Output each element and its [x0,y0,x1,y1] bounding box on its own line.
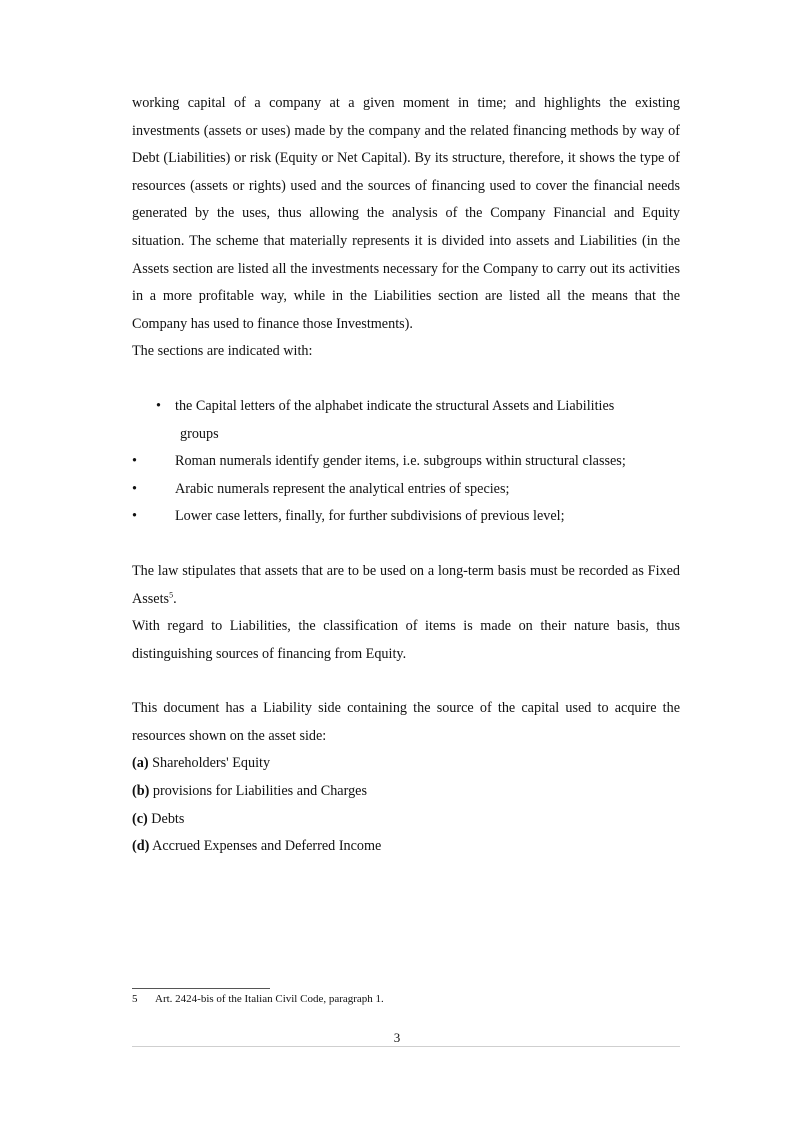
bullet-symbol: • [132,508,137,525]
paragraph-fixed-assets-text: The law stipulates that assets that are to be used on a long-term basis must be recorded as Fixed Assets [132,562,680,607]
bullet-text: Lower case letters, finally, for further subdivisions of previous level; [175,508,565,525]
paragraph-liability-side: This document has a Liability side containing the source of the capital used to acquire the resources shown on the asset side: [132,700,680,744]
footnote [132,992,384,1006]
list-item-debts [132,806,680,834]
list-item-equity [132,750,680,778]
bullet-arabic-numerals [132,476,680,504]
list-text: Accrued Expenses and Deferred Income [149,838,382,855]
list-marker: (c) [132,810,148,827]
list-text: provisions for Liabilities and Charges [149,783,367,800]
footnote-number: 5 [132,993,138,1005]
list-marker: (a) [132,755,149,772]
list-item-provisions [132,778,680,806]
bullet-text-continuation: groups [180,425,219,442]
bullet-symbol: • [132,453,137,470]
bullet-text: the Capital letters of the alphabet indicate the structural Assets and Liabilities [175,397,615,414]
paragraph-intro: working capital of a company at a given moment in time; and highlights the existing investments (assets or uses) made by the company and the related financing methods by way of Debt (Liabilities) or risk (Equity or Net Capital). By its structure, therefore, it shows the type of resources (assets or rights) used and the sources of financing used to cover the financial needs generated by the uses, thus allowing the analysis of the Company Financial and Equity situation. The scheme that materially represents it is divided into assets and Liabilities (in the Assets section are listed all the investments necessary for the Company to carry out its activities in a more profitable way, while in the Liabilities section are listed all the means that the Company has used to finance those Investments). [132,95,680,332]
bullet-capital-letters [132,393,680,448]
bullet-text: Arabic numerals represent the analytical entries of species; [175,480,510,497]
footnote-reference[interactable]: 5 [169,589,174,599]
bullet-symbol: • [156,397,161,414]
list-marker: (b) [132,783,150,800]
paragraph-fixed-assets-end: . [173,590,177,607]
list-marker: (d) [132,838,150,855]
bullet-lower-case [132,503,680,531]
paragraph-sections: The sections are indicated with: [132,343,313,360]
footnote-separator [132,988,270,989]
bullet-text: Roman numerals identify gender items, i.e. subgroups within structural classes; [175,453,626,470]
page-number: 3 [393,1030,401,1045]
list-item-accrued [132,833,680,861]
footer-rule [132,1046,680,1047]
bullet-symbol: • [132,480,137,497]
paragraph-liabilities: With regard to Liabilities, the classification of items is made on their nature basis, thus distinguishing sources of financing from Equity. [132,618,680,662]
page-body [132,90,680,861]
footnote-text: Art. 2424-bis of the Italian Civil Code, paragraph 1. [155,993,384,1005]
list-text: Shareholders' Equity [148,755,271,772]
list-text: Debts [147,810,185,827]
paragraph-fixed-assets [132,558,680,613]
bullet-roman-numerals [132,448,680,476]
